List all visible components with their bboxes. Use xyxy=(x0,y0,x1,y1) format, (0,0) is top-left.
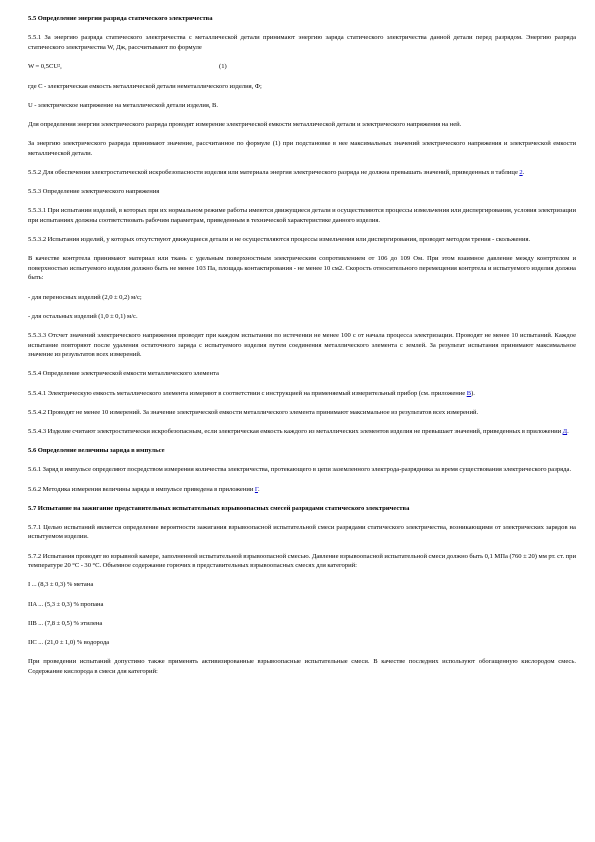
p-5-5-4-1-text: 5.5.4.1 Электрическую емкость металлического элемента измеряют в соответствии с инструкцией на применяемый измерительный прибор (см. приложение xyxy=(28,389,466,397)
paragraph-measure: Для определения энергии электрического разряда проводят измерение электрической емкости металлической детали и электрического напряжения на ней. xyxy=(28,120,462,128)
paragraph-5-5-4-3 xyxy=(28,427,576,437)
where-u: U - электрическое напряжение на металлической детали изделия, В. xyxy=(28,101,219,109)
paragraph-activated-mix: При проведении испытаний допустимо также применять активизированные взрывоопасные испытательные смеси. В качестве последних используют обогащенную кислородом смесь. Содержание кислорода в смеси для категорий: xyxy=(28,658,576,675)
formula-1 xyxy=(28,62,576,72)
heading-5-7: 5.7 Испытание на зажигание представительных испытательных взрывоопасных смесей разрядами статического электричества xyxy=(28,504,410,512)
p-5-5-4-3-text: 5.5.4.3 Изделие считают электростатически искробезопасным, если электрическая емкость каждого из металлических элементов изделия не превышает значений, приведенных в приложении xyxy=(28,427,562,435)
p-5-6-2-text: 5.6.2 Методика измерения величины заряда в импульсе приведена в приложении xyxy=(28,485,254,493)
p-5-6-2-end: . xyxy=(257,485,260,493)
speed-other: - для остальных изделий (1,0 ± 0,1) м/с. xyxy=(28,312,138,320)
paragraph-5-7-2: 5.7.2 Испытания проводят во взрывной камере, заполненной испытательной взрывоопасной смесью. Давление взрывоопасной испытательной смеси должно быть 0,1 МПа (760 ± 20) мм рт. ст. при температуре 20 °С - 30 °С. Объемное содержание горючих в представительных взрывоопасных смесях для категорий: xyxy=(28,552,576,570)
document-body xyxy=(28,14,576,686)
paragraph-5-5-4-1 xyxy=(28,389,576,399)
paragraph-5-5-4: 5.5.4 Определение электрической емкости металлического элемента xyxy=(28,370,219,378)
paragraph-5-5-3-1: 5.5.3.1 При испытании изделий, в которых при их нормальном режиме работы имеются движущиеся детали и осуществляются процессы измельчения или диспергирования, условия электризации при испытаниях должны соответствовать рабочим параметрам, приведенным в технической характеристике данного изделия. xyxy=(28,207,576,224)
paragraph-5-5-1: 5.5.1 За энергию разряда статического электричества с металлической детали принимают энергию заряда статического электричества данной детали перед разрядом. Энергию разряда статического электричества W, Дж, рассчитывают по формуле xyxy=(28,34,576,51)
paragraph-5-6-2 xyxy=(28,485,576,495)
speed-portable: - для переносных изделий (2,0 ± 0,2) м/с; xyxy=(28,293,142,301)
formula-number: (1) xyxy=(219,62,227,70)
mix-category-2b: IIB ... (7,8 ± 0,5) % этилена xyxy=(28,619,103,627)
paragraph-5-5-3-3: 5.5.3.3 Отсчет значений электрического напряжения проводят при каждом испытании по истечении не менее 100 с от начала процесса электризации. Проводят не менее 10 испытаний. Каждое испытание повторяют после удаления остаточного заряда с испытуемого изделия путем соединения металлического элемента с землей. За результат испытания принимают максимальное значение из результатов всех измерений. xyxy=(28,332,576,359)
paragraph-energy: За энергию электрического разряда принимают значение, рассчитанное по формуле (1) при подстановке в нее максимальных значений электрического напряжения и электрической емкости металлической детали. xyxy=(28,140,576,157)
heading-5-5: 5.5 Определение энергии разряда статического электричества xyxy=(28,15,213,22)
appendix-v-link[interactable]: В xyxy=(466,389,472,397)
paragraph-counterbody: В качестве контртела принимают материал или ткань с удельным поверхностным электрическим сопротивлением от 106 до 109 Ом. При этом взаимное давление между контртелом и поверхностью испытуемого изделия должно быть не менее 103 Па, площадь контактирования - не менее 10 см2. Скорость относительного перемещения контртела и испытуемого изделия должна быть: xyxy=(28,255,576,282)
table-2-link[interactable]: 2 xyxy=(519,168,523,176)
mix-category-1: I ... (8,3 ± 0,3) % метана xyxy=(28,581,94,589)
paragraph-5-6-1: 5.6.1 Заряд в импульсе определяют посредством измерения количества электричества, протекающего в цепи заземленного электрода-разрядника за время существования электрического разряда. xyxy=(28,466,572,474)
p-5-5-4-3-end: . xyxy=(567,427,569,435)
paragraph-5-5-3-2: 5.5.3.2 Испытания изделий, у которых отсутствуют движущиеся детали и не осуществляются процессы измельчения или диспергирования, проводят методом трения - скольжения. xyxy=(28,236,531,244)
p-5-5-4-1-end: ). xyxy=(471,389,475,397)
paragraph-5-5-3: 5.5.3 Определение электрического напряжения xyxy=(28,188,160,196)
p-5-5-2-text: 5.5.2 Для обеспечения электростатической искробезопасности изделия или материала энергия электрического разряда не должна превышать значений, приведенных в таблице xyxy=(28,168,518,176)
where-c: где С - электрическая емкость металлической детали неметаллического изделия, Ф; xyxy=(28,82,262,90)
formula-text: W = 0,5CU², xyxy=(28,62,62,70)
appendix-g-link[interactable]: Г xyxy=(254,485,258,493)
p-5-5-2-end: . xyxy=(522,168,525,176)
heading-5-6: 5.6 Определение величины заряда в импульсе xyxy=(28,447,165,455)
paragraph-5-5-4-2: 5.5.4.2 Проводят не менее 10 измерений. За значение электрической емкости металлического элемента принимают максимальное из результатов всех измерений. xyxy=(28,408,479,416)
appendix-d-link[interactable]: Д xyxy=(562,427,568,435)
paragraph-5-5-2 xyxy=(28,168,576,178)
mix-category-2a: IIA ... (5,3 ± 0,3) % пропана xyxy=(28,600,104,608)
mix-category-2c: IIC ... (21,0 ± 1,0) % водорода xyxy=(28,639,110,646)
paragraph-5-7-1: 5.7.1 Целью испытаний является определение вероятности зажигания взрывоопасной испытательной смеси разрядами статического электричества, возникающими от электрических зарядов на испытуемом изделии. xyxy=(28,523,576,541)
